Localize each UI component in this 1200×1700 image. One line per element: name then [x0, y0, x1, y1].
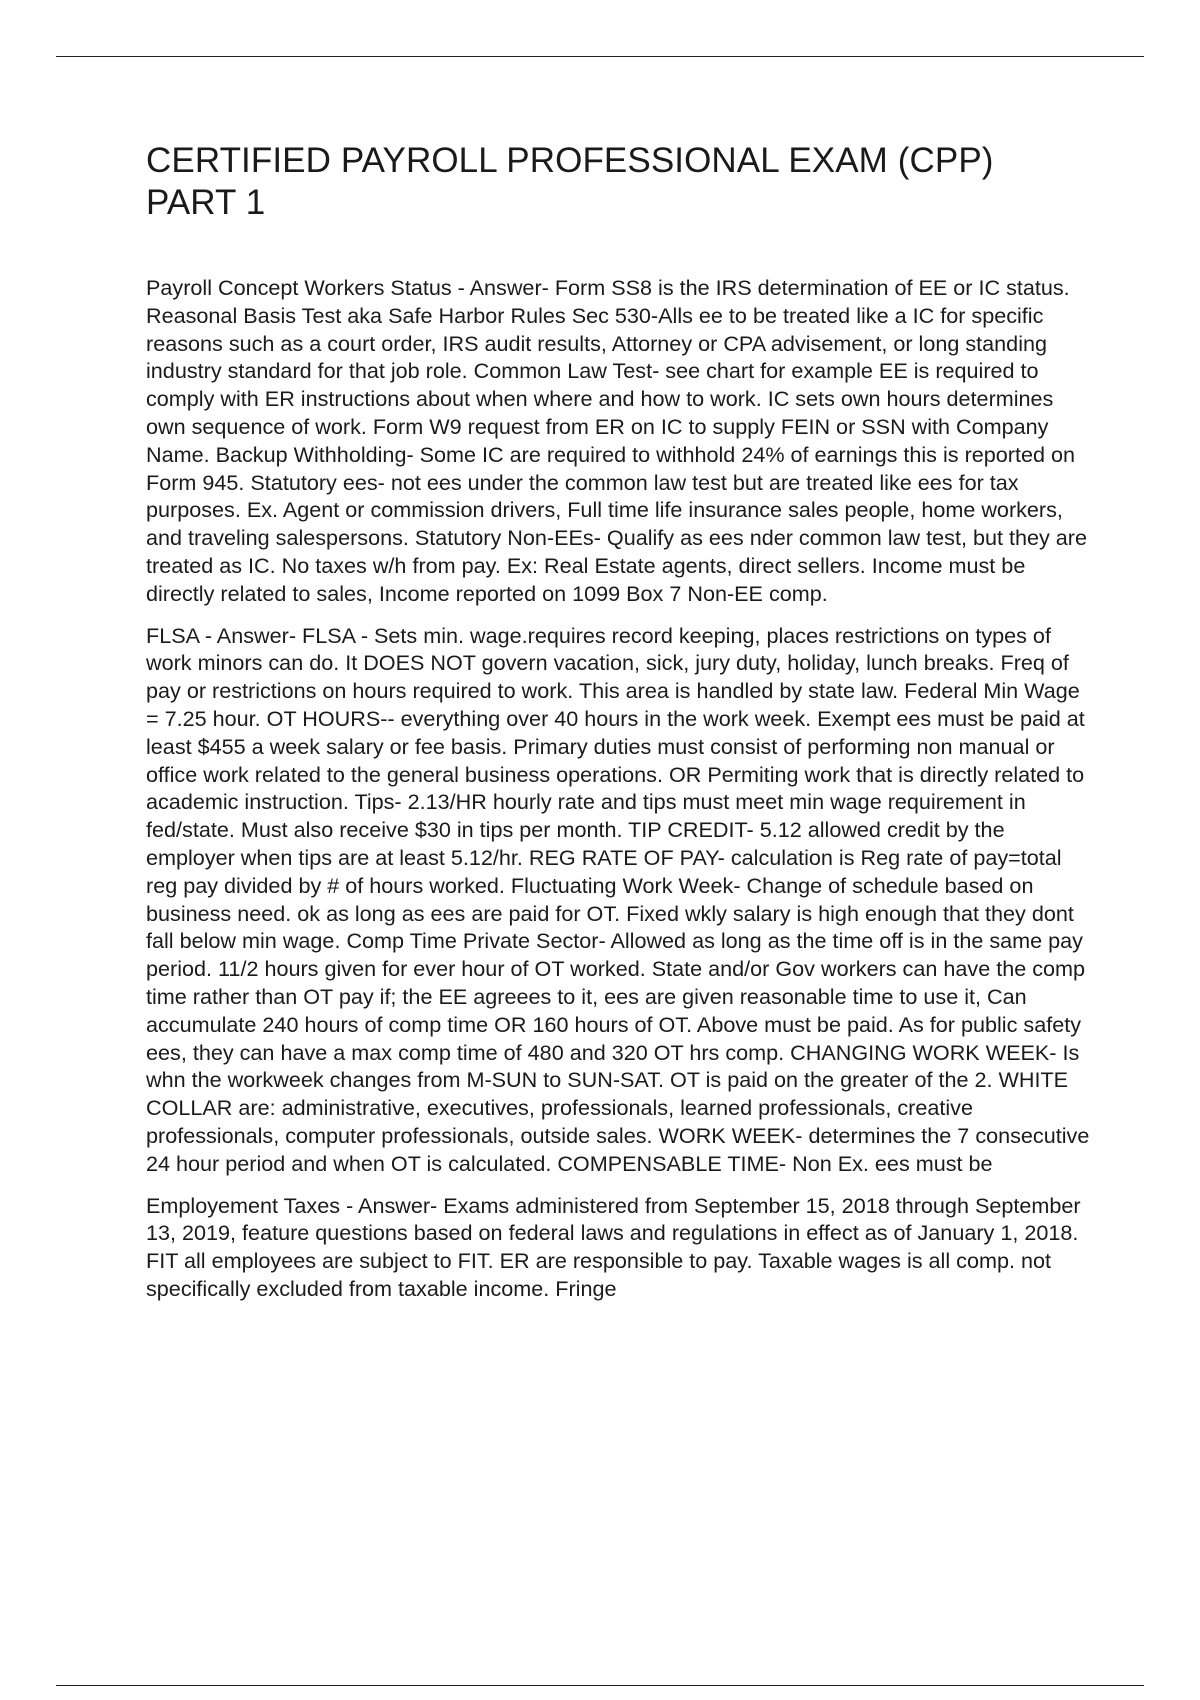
document-body [146, 140, 1096, 1303]
bottom-rule [56, 1685, 1144, 1686]
section-payroll-concept-workers-status: Payroll Concept Workers Status - Answer- Form SS8 is the IRS determination of EE or IC status. Reasonal Basis Test aka Safe Harbor Rules Sec 530-Alls ee to be treated like a IC for specific reasons such as a court order, IRS audit results, Attorney or CPA advisement, or long standing industry standard for that job role. Common Law Test- see chart for example EE is required to comply with ER instructions about when where and how to work. IC sets own hours determines own sequence of work. Form W9 request from ER on IC to supply FEIN or SSN with Company Name. Backup Withholding- Some IC are required to withhold 24% of earnings this is reported on Form 945. Statutory ees- not ees under the common law test but are treated like ees for tax purposes. Ex. Agent or commission drivers, Full time life insurance sales people, home workers, and traveling salespersons. Statutory Non-EEs- Qualify as ees nder common law test, but they are treated as IC. No taxes w/h from pay. Ex: Real Estate agents, direct sellers. Income must be directly related to sales, Income reported on 1099 Box 7 Non-EE comp. [146, 275, 1087, 606]
document-title [146, 140, 1096, 224]
document-title-line-2: PART 1 [146, 183, 266, 222]
section-employment-taxes: Employement Taxes - Answer- Exams administered from September 15, 2018 through September 13, 2019, feature questions based on federal laws and regulations in effect as of January 1, 2018. FIT all employees are subject to FIT. ER are responsible to pay. Taxable wages is all comp. not specifically excluded from taxable income. Fringe [146, 1192, 1081, 1301]
section-flsa: FLSA - Answer- FLSA - Sets min. wage.requires record keeping, places restrictions on types of work minors can do. It DOES NOT govern vacation, sick, jury duty, holiday, lunch breaks. Freq of pay or restrictions on hours required to work. This area is handled by state law. Federal Min Wage = 7.25 hour. OT HOURS-- everything over 40 hours in the work week. Exempt ees must be paid at least $455 a week salary or fee basis. Primary duties must consist of performing non manual or office work related to the general business operations. OR Permiting work that is directly related to academic instruction. Tips- 2.13/HR hourly rate and tips must meet min wage requirement in fed/state. Must also receive $30 in tips per month. TIP CREDIT- 5.12 allowed credit by the employer when tips are at least 5.12/hr. REG RATE OF PAY- calculation is Reg rate of pay=total reg pay divided by # of hours worked. Fluctuating Work Week- Change of schedule based on business need. ok as long as ees are paid for OT. Fixed wkly salary is high enough that they dont fall below min wage. Comp Time Private Sector- Allowed as long as the time off is in the same pay period. 11/2 hours given for ever hour of OT worked. State and/or Gov workers can have the comp time rather than OT pay if; the EE agreees to it, ees are given reasonable time to use it, Can accumulate 240 hours of comp time OR 160 hours of OT. Above must be paid. As for public safety ees, they can have a max comp time of 480 and 320 OT hrs comp. CHANGING WORK WEEK- Is whn the workweek changes from M-SUN to SUN-SAT. OT is paid on the greater of the 2. WHITE COLLAR are: administrative, executives, professionals, learned professionals, creative professionals, computer professionals, outside sales. WORK WEEK- determines the 7 consecutive 24 hour period and when OT is calculated. COMPENSABLE TIME- Non Ex. ees must be [146, 622, 1090, 1176]
top-rule [56, 56, 1144, 57]
document-title-line-1: CERTIFIED PAYROLL PROFESSIONAL EXAM (CPP) [146, 141, 994, 180]
